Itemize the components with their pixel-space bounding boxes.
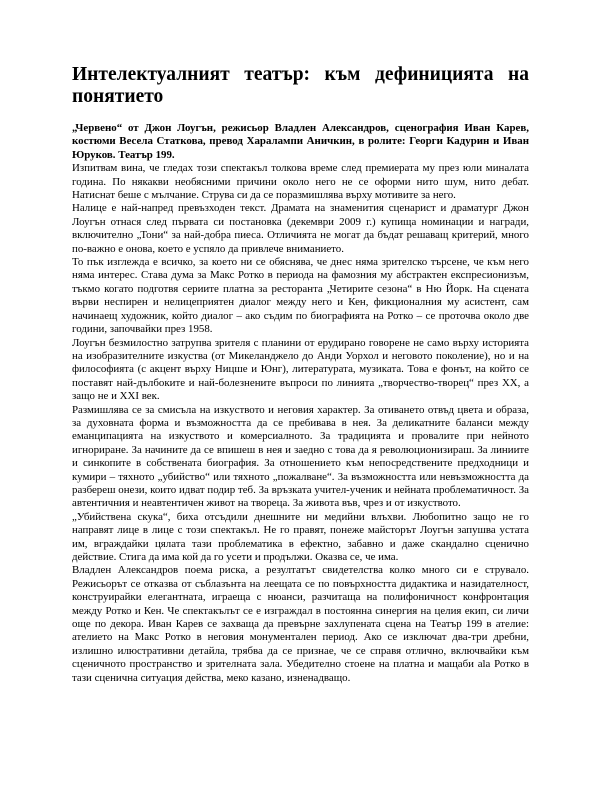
paragraph: Владлен Александров поема риска, а резултатът свидетелства колко много си е струвало. Режисьорът се отказва от съблазънта на леещата се по повърхността дидактика и назидателност, конструирайки елегантната, играеща с нюанси, разчитаща на полифоничност конфронтация между Ротко и Кен. Че спектакълът се е изграждал в постоянна синергия на целия екип, си личи още по декора. Иван Карев се захваща да превърне захлупената сцена на Театър 199 в ателие: ателието на Макс Ротко в неговия монументален период. Ако се изключат два-три дребни, излишно илюстративни детайла, трябва да се признае, че се справя отлично, включвайки към сценичното пространство и зрителната зала. Убедително стоене на платна и мащаби ala Ротко в тази сценична ситуация действа, меко казано, изненадващо. [72, 564, 529, 684]
paragraph: Налице е най-напред превъзходен текст. Драмата на знаменития сценарист и драматург Джон Лоугън отнася след първата си постановка (декември 2009 г.) купища номинации и награди, включително „Тони“ за най-добра пиеса. Отличията не могат да бъдат решаващ критерий, много по-важно е онова, което е успяло да привлече вниманието. [72, 202, 529, 255]
paragraph: „Убийствена скука“, биха отсъдили днешните ни медийни влъхви. Любопитно защо не го направят лице в лице с този спектакъл. Не го правят, понеже майсторът Лоугън запушва устата им, вграждайки цялата тази проблематика в ефектно, забавно и даже скандално сценично действие. Стига да има кой да го усети и продължи. Оказва се, че има. [72, 510, 529, 563]
paragraph: То пък изглежда е всичко, за което ни се обяснява, че днес няма зрителско търсене, че към него няма интерес. Става дума за Макс Ротко в периода на фамозния му абстрактен експресионизъм, тъкмо когато подготвя сериите платна за ресторанта „Четирите сезона“ в Ню Йорк. На сцената върви неспирен и нелицеприятен диалог между него и Кен, фикционалния му асистент, сам начинаещ художник, който диалог – ако съдим по биографията на Ротко – се проточва около две години, започвайки през 1958. [72, 256, 529, 336]
article-credits: „Червено“ от Джон Лоугън, режисьор Владлен Александров, сценография Иван Карев, костюми Весела Статкова, превод Харалампи Аничкин, в ролите: Георги Кадурин и Иван Юруков. Театър 199. [72, 122, 529, 161]
paragraph: Лоугън безмилостно затрупва зрителя с планини от ерудирано говорене не само върху историята на изобразителните изкуства (от Микеланджело до Анди Уорхол и неговото поколение), но и на философията (с акцент върху Ницше и Юнг), литературата, музиката. Това е фонът, на който се поставят най-дълбоките и най-болезнените въпроси по линията „творчество-творец“ през XX, а защо не и XXI век. [72, 336, 529, 403]
paragraph: Размишлява се за смисъла на изкуството и неговия характер. За отиването отвъд цвета и образа, за духовната форма и възможността да се пребивава в нея. За деликатните баланси между еманципацията на изкуството и комерсиалното. За традицията и провалите при нейното игнориране. За начините да се впишеш в нея и заедно с това да я революционизираш. За линиите и синкопите в собствената биография. За отношението към непосредствените предходници и кумири – тяхното „убийство“ или тяхното „пожалване“. За възможността или невъзможността да разбереш онези, които идват подир теб. За връзката учител-ученик и нейната проблематичност. За автентичния и неавтентичен живот на твореца. За живота във, чрез и от изкуството. [72, 403, 529, 510]
paragraph: Изпитвам вина, че гледах този спектакъл толкова време след премиерата му през юли миналата година. По някакви необясними причини около него не се оформи нито шум, нито дебат. Натиснат беше с мълчание. Струва си да се поразмишлява върху мотивите за него. [72, 162, 529, 202]
article-title: Интелектуалният театър: към дефиницията на понятието [72, 64, 529, 107]
article [72, 64, 529, 685]
